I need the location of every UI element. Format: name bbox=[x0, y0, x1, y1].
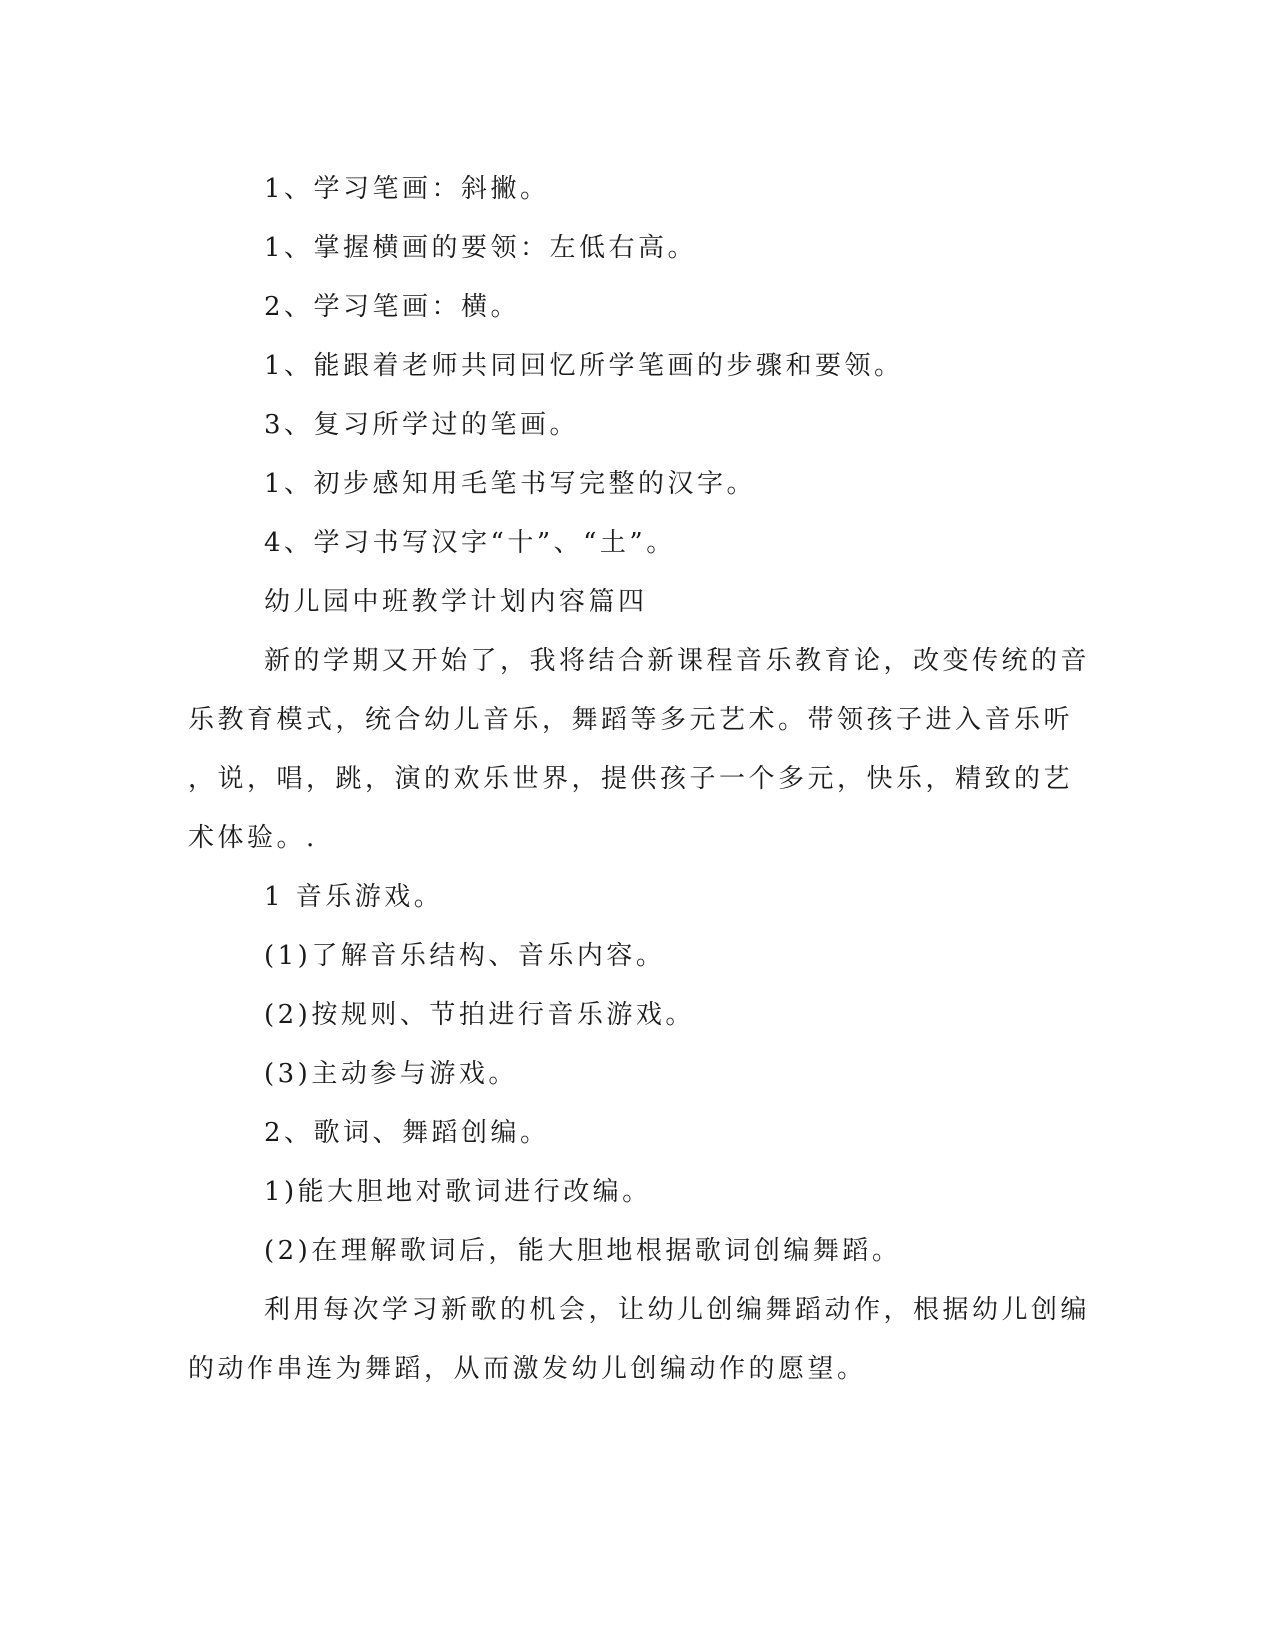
text-line: 1)能大胆地对歌词进行改编。 bbox=[264, 1177, 652, 1207]
text-line: 3、复习所学过的笔画。 bbox=[264, 410, 580, 440]
text-line: 1、掌握横画的要领：左低右高。 bbox=[264, 233, 698, 263]
paragraph-line: 利用每次学习新歌的机会，让幼儿创编舞蹈动作，根据幼儿创编 bbox=[264, 1295, 1091, 1325]
text-line: (1)了解音乐结构、音乐内容。 bbox=[264, 941, 666, 971]
text-line: (2)在理解歌词后，能大胆地根据歌词创编舞蹈。 bbox=[264, 1236, 902, 1266]
text-line: 2、歌词、舞蹈创编。 bbox=[264, 1118, 550, 1148]
text-line: 1 音乐游戏。 bbox=[264, 882, 444, 912]
text-line: 1、初步感知用毛笔书写完整的汉字。 bbox=[264, 469, 757, 499]
paragraph-line: 术体验。. bbox=[188, 823, 318, 853]
text-line: 1、能跟着老师共同回忆所学笔画的步骤和要领。 bbox=[264, 351, 904, 381]
text-line: (3)主动参与游戏。 bbox=[264, 1059, 518, 1089]
text-line: 1、学习笔画：斜撇。 bbox=[264, 174, 550, 204]
text-line: 2、学习笔画：横。 bbox=[264, 292, 521, 322]
text-line: (2)按规则、节拍进行音乐游戏。 bbox=[264, 1000, 695, 1030]
paragraph-line: 新的学期又开始了，我将结合新课程音乐教育论，改变传统的音 bbox=[264, 646, 1091, 676]
paragraph-line: ，说，唱，跳，演的欢乐世界，提供孩子一个多元，快乐，精致的艺 bbox=[188, 764, 1074, 794]
section-heading: 幼儿园中班教学计划内容篇四 bbox=[264, 587, 648, 617]
paragraph-line: 乐教育模式，统合幼儿音乐，舞蹈等多元艺术。带领孩子进入音乐听 bbox=[188, 705, 1074, 735]
paragraph-line: 的动作串连为舞蹈，从而激发幼儿创编动作的愿望。 bbox=[188, 1354, 867, 1384]
text-line: 4、学习书写汉字“十”、“土”。 bbox=[264, 528, 676, 558]
